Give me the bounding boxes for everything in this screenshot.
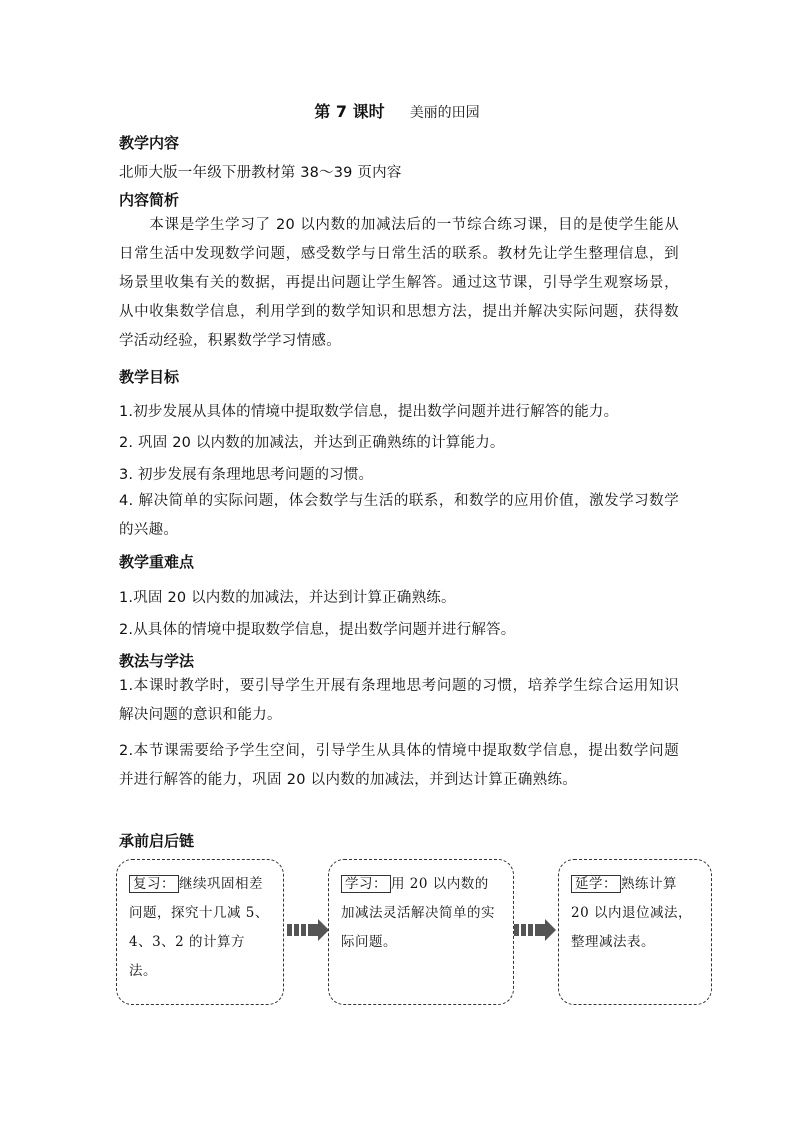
brief-paragraph bbox=[119, 211, 679, 356]
heading-key: 教学重难点 bbox=[119, 553, 195, 571]
extend-tag: 延学： bbox=[571, 875, 621, 893]
lesson-title bbox=[0, 99, 794, 122]
goal-item-1: 1.初步发展从具体的情境中提取数学信息，提出数学问题并进行解答的能力。 bbox=[119, 404, 619, 420]
lesson-name: 美丽的田园 bbox=[409, 105, 480, 121]
chain-box-learn bbox=[328, 859, 514, 1005]
method-item-1: 1.本课时教学时，要引导学生开展有条理地思考问题的习惯，培养学生综合运用知识解决问题的意识和能力。 bbox=[119, 678, 679, 723]
key-item-2: 2.从具体的情境中提取数学信息，提出数学问题并进行解答。 bbox=[119, 622, 516, 638]
key-item-1: 1.巩固 20 以内数的加减法，并达到计算正确熟练。 bbox=[119, 590, 456, 606]
heading-brief: 内容简析 bbox=[119, 191, 180, 209]
chain-box-review bbox=[116, 859, 284, 1005]
method-item-2: 2.本节课需要给予学生空间，引导学生从具体的情境中提取数学信息，提出数学问题并进行解答的能力，巩固 20 以内数的加减法，并到达计算正确熟练。 bbox=[119, 743, 679, 788]
goal-item-2: 2. 巩固 20 以内数的加减法，并达到正确熟练的计算能力。 bbox=[119, 435, 505, 451]
heading-goals: 教学目标 bbox=[119, 368, 180, 386]
review-tag: 复习： bbox=[129, 875, 179, 893]
review-text: 继续巩固相差问题，探究十几减 5、4、3、2 的计算方法。 bbox=[129, 876, 269, 979]
brief-text: 本课是学生学习了 20 以内数的加减法后的一节综合练习课，目的是使学生能从日常生活中发现数学问题，感受数学与日常生活的联系。教材先让学生整理信息，到场景里收集有关的数据，再提出问题让学生解答。通过这节课，引导学生观察场景，从中收集数学信息，利用学到的数学知识和思想方法，提出并解决实际问题，获得数学活动经验，积累数学学习情感。 bbox=[119, 217, 679, 349]
heading-content: 教学内容 bbox=[119, 134, 180, 152]
goal-item-3: 3. 初步发展有条理地思考问题的习惯。 bbox=[119, 467, 374, 483]
arrow-icon-2 bbox=[514, 919, 558, 941]
heading-chain: 承前启后链 bbox=[119, 832, 195, 850]
arrow-icon-1 bbox=[287, 919, 331, 941]
lesson-number: 第 7 课时 bbox=[314, 102, 385, 121]
extend-text: 熟练计算 20 以内退位减法，整理减法表。 bbox=[571, 876, 692, 950]
learn-text: 用 20 以内数的加减法灵活解决简单的实际问题。 bbox=[341, 876, 495, 950]
content-text: 北师大版一年级下册教材第 38～39 页内容 bbox=[119, 165, 402, 181]
heading-method: 教法与学法 bbox=[119, 652, 195, 670]
goal-item-4: 4. 解决简单的实际问题，体会数学与生活的联系，和数学的应用价值，激发学习数学的兴趣。 bbox=[119, 493, 679, 538]
chain-box-extend bbox=[558, 859, 712, 1005]
learn-tag: 学习： bbox=[341, 875, 391, 893]
